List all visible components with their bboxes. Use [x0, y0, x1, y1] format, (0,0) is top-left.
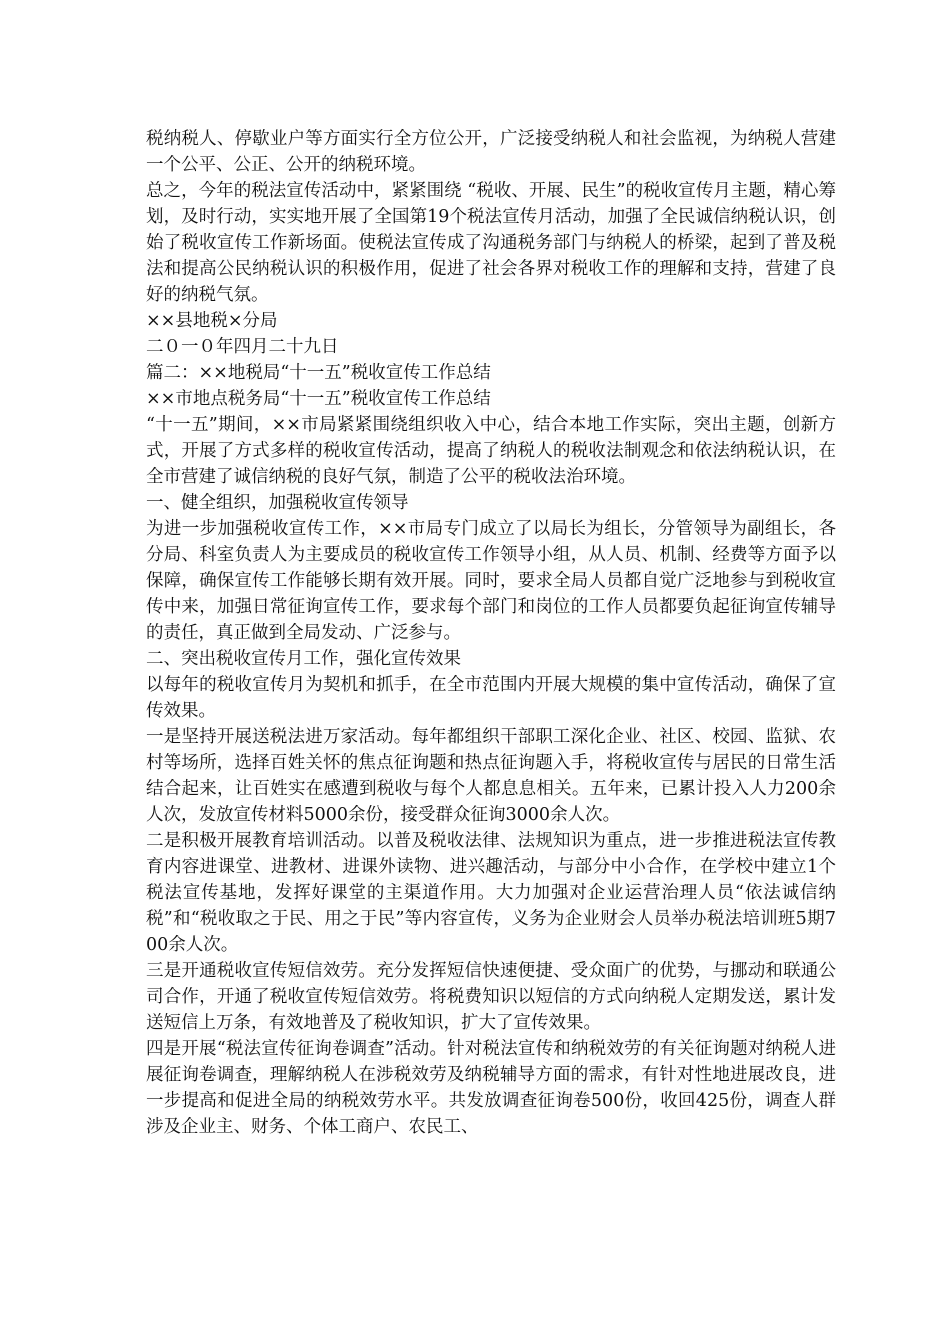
paragraph-organization: 为进一步加强税收宣传工作，××市局专门成立了以局长为组长，分管领导为副组长，各分局、科室负责人为主要成员的税收宣传工作领导小组，从人员、机制、经费等方面予以保障，确保宣传工作能够长期有效开展。同时，要求全局人员都自觉广泛地参与到税收宣传中来，加强日常征询宣传工作，要求每个部门和岗位的工作人员都要负起征询宣传辅导的责任，真正做到全局发动、广泛参与。	[146, 519, 836, 643]
section-title-part-two: 篇二：××地税局“十一五”税收宣传工作总结	[146, 363, 491, 383]
paragraph-item-one: 一是坚持开展送税法进万家活动。每年都组织干部职工深化企业、社区、校园、监狱、农村等场所，选择百姓关怀的焦点征询题和热点征询题入手，将税收宣传与居民的日常生活结合起来，让百姓实在感遭到税收与每个人都息息相关。五年来，已累计投入人力200余人次，发放宣传材料5000余份，接受群众征询3000余人次。	[146, 727, 836, 825]
signature-date: 二０一０年四月二十九日	[146, 337, 339, 357]
signature-office: ××县地税×分局	[146, 311, 278, 331]
paragraph-item-four: 四是开展“税法宣传征询卷调查”活动。针对税法宣传和纳税效劳的有关征询题对纳税人进展征询卷调查，理解纳税人在涉税效劳及纳税辅导方面的需求，有针对性地进展改良，进一步提高和促进全局的纳税效劳水平。共发放调查征询卷500份，收回425份，调查人群涉及企业主、财务、个体工商户、农民工、	[146, 1039, 836, 1137]
paragraph-public-disclosure: 税纳税人、停歇业户等方面实行全方位公开，广泛接受纳税人和社会监视，为纳税人营建一个公平、公正、公开的纳税环境。	[146, 129, 836, 175]
paragraph-intro: “十一五”期间，××市局紧紧围绕组织收入中心，结合本地工作实际，突出主题，创新方式，开展了方式多样的税收宣传活动，提高了纳税人的税收法制观念和依法纳税认识，在全市营建了诚信纳税的良好气氛，制造了公平的税收法治环境。	[146, 415, 836, 487]
document-body	[146, 126, 836, 1140]
heading-organization: 一、健全组织，加强税收宣传领导	[146, 493, 409, 513]
paragraph-publicity-month: 以每年的税收宣传月为契机和抓手，在全市范围内开展大规模的集中宣传活动，确保了宣传效果。	[146, 675, 836, 721]
paragraph-item-two: 二是积极开展教育培训活动。以普及税收法律、法规知识为重点，进一步推进税法宣传教育内容进课堂、进教材、进课外读物、进兴趣活动，与部分中小合作，在学校中建立1个税法宣传基地，发挥好课堂的主渠道作用。大力加强对企业运营治理人员“依法诚信纳税”和“税收取之于民、用之于民”等内容宣传，义务为企业财会人员举办税法培训班5期700余人次。	[146, 831, 836, 955]
paragraph-item-three: 三是开通税收宣传短信效劳。充分发挥短信快速便捷、受众面广的优势，与挪动和联通公司合作，开通了税收宣传短信效劳。将税费知识以短信的方式向纳税人定期发送，累计发送短信上万条，有效地普及了税收知识，扩大了宣传效果。	[146, 961, 836, 1033]
paragraph-summary: 总之，今年的税法宣传活动中，紧紧围绕 “税收、开展、民生”的税收宣传月主题，精心筹划，及时行动，实实地开展了全国第19个税法宣传月活动，加强了全民诚信纳税认识，创始了税收宣传工作新场面。使税法宣传成了沟通税务部门与纳税人的桥梁，起到了普及税法和提高公民纳税认识的积极作用，促进了社会各界对税收工作的理解和支持，营建了良好的纳税气氛。	[146, 181, 836, 305]
heading-publicity-month: 二、突出税收宣传月工作，强化宣传效果	[146, 649, 461, 669]
document-title: ××市地点税务局“十一五”税收宣传工作总结	[146, 389, 491, 409]
